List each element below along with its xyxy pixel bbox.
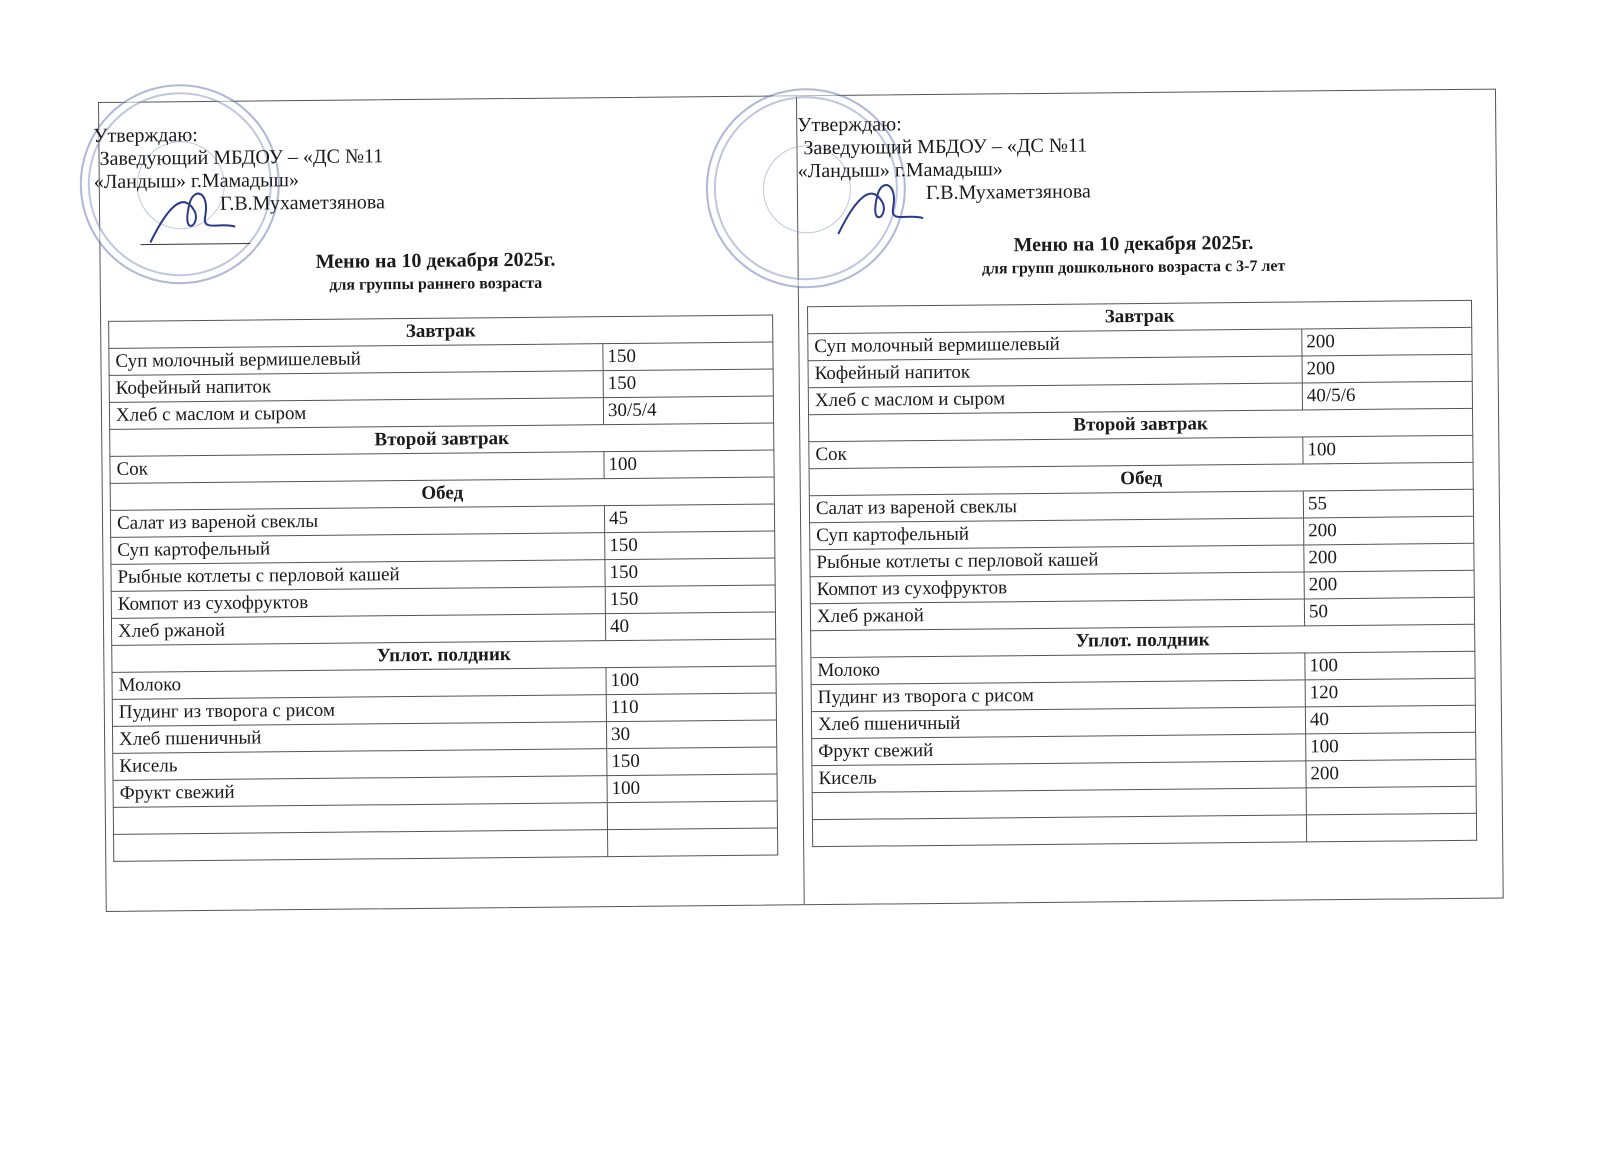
table-row xyxy=(114,828,778,861)
menu-subtitle: для групп дошкольного возраста с 3-7 лет xyxy=(981,257,1286,278)
dish-name: Кофейный напиток xyxy=(808,356,1302,388)
menu-table xyxy=(108,315,778,862)
portion-value: 150 xyxy=(605,531,775,560)
dish-name: Рыбные котлеты с перловой кашей xyxy=(810,545,1304,577)
approve-label: Утверждаю: xyxy=(93,124,198,148)
portion-value: 150 xyxy=(603,342,773,371)
menu-sheet xyxy=(93,89,1504,912)
portion-value: 100 xyxy=(607,774,777,803)
portion-value: 150 xyxy=(605,585,775,614)
section-heading: Второй завтрак xyxy=(110,423,774,456)
dish-name: Хлеб ржаной xyxy=(810,599,1304,631)
portion-value: 200 xyxy=(1302,354,1472,383)
dish-name: Хлеб с маслом и сыром xyxy=(109,398,603,430)
approve-position: Заведующий МБДОУ – «ДС №11 xyxy=(99,145,384,170)
dish-name: Компот из сухофруктов xyxy=(111,587,605,619)
dish-name: Молоко xyxy=(811,653,1305,685)
portion-value xyxy=(1306,786,1476,815)
dish-name: Кисель xyxy=(113,749,607,781)
section-heading: Обед xyxy=(110,477,774,510)
dish-name: Кисель xyxy=(812,761,1306,793)
approve-label: Утверждаю: xyxy=(797,113,902,137)
approve-signer: Г.В.Мухаметзянова xyxy=(925,180,1091,205)
portion-value: 200 xyxy=(1304,570,1474,599)
dish-name: Рыбные котлеты с перловой кашей xyxy=(111,560,605,592)
approval-block xyxy=(797,111,1091,206)
portion-value: 100 xyxy=(604,450,774,479)
section-heading: Уплот. полдник xyxy=(811,624,1475,657)
portion-value: 200 xyxy=(1302,327,1472,356)
portion-value: 30 xyxy=(606,720,776,749)
portion-value: 150 xyxy=(605,558,775,587)
portion-value xyxy=(1306,813,1476,842)
section-heading: Уплот. полдник xyxy=(112,639,776,672)
menu-early-age xyxy=(93,96,804,911)
dish-name: Кофейный напиток xyxy=(109,371,603,403)
portion-value: 100 xyxy=(1306,732,1476,761)
menu-subtitle: для группы раннего возраста xyxy=(329,274,543,294)
section-heading: Завтрак xyxy=(807,300,1471,333)
portion-value: 30/5/4 xyxy=(603,396,773,425)
dish-name: Салат из вареной свеклы xyxy=(110,506,604,538)
approve-org: «Ландыш» г.Мамадыш» xyxy=(797,158,1003,183)
dish-name: Салат из вареной свеклы xyxy=(809,491,1303,523)
portion-value: 110 xyxy=(606,693,776,722)
portion-value: 100 xyxy=(606,666,776,695)
section-heading: Обед xyxy=(809,462,1473,495)
dish-name xyxy=(812,815,1306,847)
dish-name: Хлеб ржаной xyxy=(111,614,605,646)
dish-name: Суп картофельный xyxy=(810,518,1304,550)
portion-value: 50 xyxy=(1304,597,1474,626)
menu-title: Меню на 10 декабря 2025г. xyxy=(1013,231,1254,257)
table-row xyxy=(812,813,1476,846)
menu-title: Меню на 10 декабря 2025г. xyxy=(315,248,556,273)
approve-position: Заведующий МБДОУ – «ДС №11 xyxy=(803,134,1088,160)
approve-org: «Ландыш» г.Мамадыш» xyxy=(93,169,300,194)
portion-value: 45 xyxy=(604,504,774,533)
dish-name: Фрукт свежий xyxy=(113,776,607,808)
dish-name: Суп молочный вермишелевый xyxy=(808,329,1302,361)
dish-name: Сок xyxy=(110,452,604,484)
dish-name: Пудинг из творога с рисом xyxy=(811,680,1305,712)
dish-name xyxy=(114,830,608,862)
dish-name: Фрукт свежий xyxy=(812,734,1306,766)
portion-value: 150 xyxy=(607,747,777,776)
menu-table xyxy=(807,300,1477,847)
dish-name: Сок xyxy=(809,437,1303,469)
dish-name: Пудинг из творога с рисом xyxy=(112,695,606,727)
portion-value: 40 xyxy=(605,612,775,641)
dish-name: Хлеб пшеничный xyxy=(112,722,606,754)
dish-name: Хлеб пшеничный xyxy=(811,707,1305,739)
portion-value: 150 xyxy=(603,369,773,398)
portion-value xyxy=(608,828,778,857)
menu-preschool xyxy=(797,90,1503,905)
portion-value: 200 xyxy=(1304,543,1474,572)
portion-value: 100 xyxy=(1303,435,1473,464)
dish-name: Суп картофельный xyxy=(111,533,605,565)
approval-block xyxy=(93,122,385,217)
section-heading: Второй завтрак xyxy=(809,408,1473,441)
approve-signer: Г.В.Мухаметзянова xyxy=(219,191,386,215)
portion-value: 40/5/6 xyxy=(1302,381,1472,410)
portion-value: 200 xyxy=(1304,516,1474,545)
portion-value: 100 xyxy=(1305,651,1475,680)
portion-value: 55 xyxy=(1303,489,1473,518)
dish-name: Суп молочный вермишелевый xyxy=(109,344,603,376)
portion-value: 120 xyxy=(1305,678,1475,707)
portion-value: 40 xyxy=(1305,705,1475,734)
portion-value: 200 xyxy=(1306,759,1476,788)
section-heading: Завтрак xyxy=(109,315,773,348)
portion-value xyxy=(607,801,777,830)
dish-name: Молоко xyxy=(112,668,606,700)
dish-name: Хлеб с маслом и сыром xyxy=(808,383,1302,415)
dish-name: Компот из сухофруктов xyxy=(810,572,1304,604)
